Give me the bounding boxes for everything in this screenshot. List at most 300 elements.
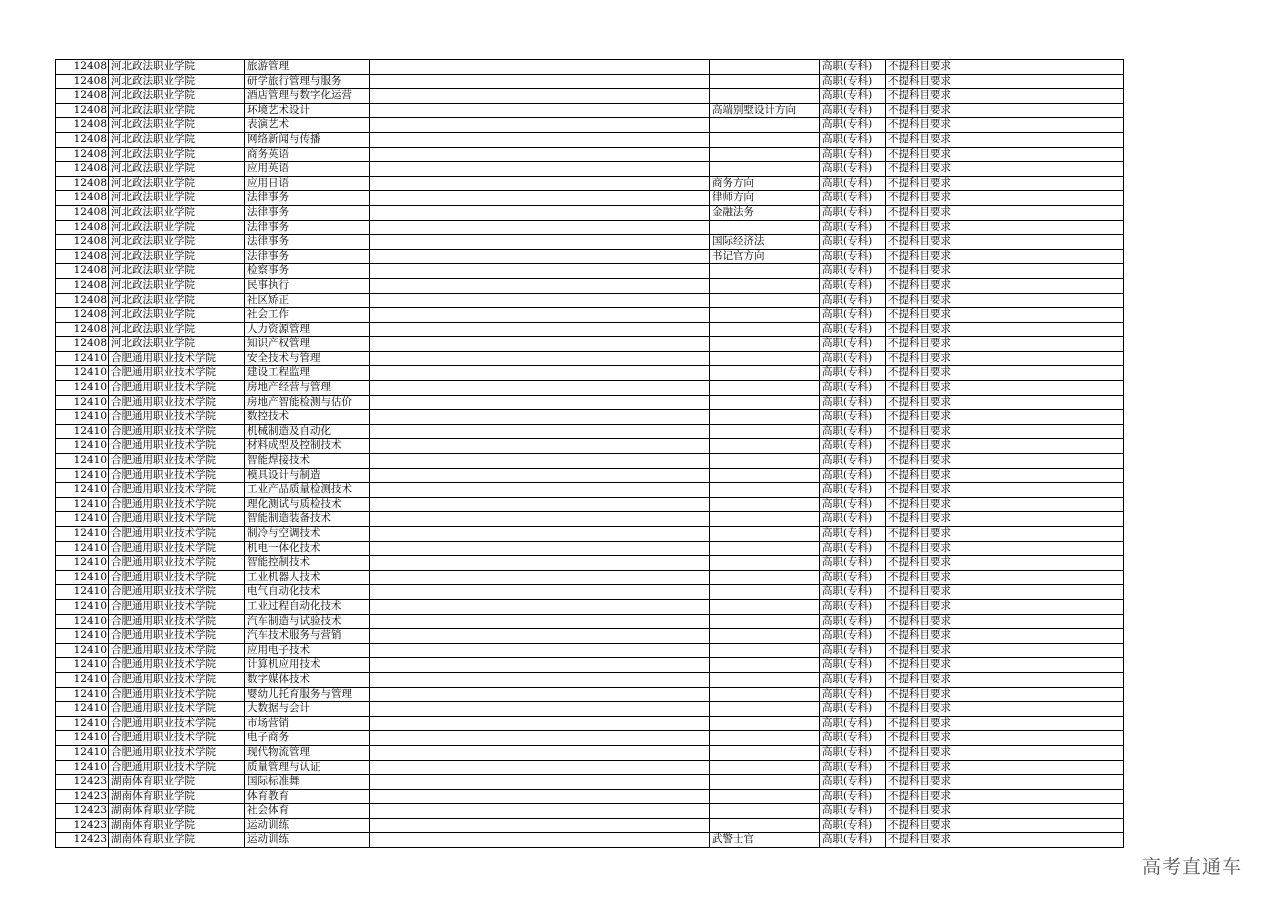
table-row <box>56 818 1124 833</box>
level-cell: 高职(专科) <box>820 249 886 264</box>
table-row <box>56 614 1124 629</box>
subject-requirement-cell: 不提科目要求 <box>886 760 1124 775</box>
remark-cell <box>370 716 710 731</box>
direction-cell <box>710 585 820 600</box>
major-name-cell: 汽车制造与试验技术 <box>245 614 370 629</box>
level-cell: 高职(专科) <box>820 599 886 614</box>
school-code-cell: 12410 <box>56 497 109 512</box>
remark-cell <box>370 60 710 75</box>
major-name-cell: 检察事务 <box>245 264 370 279</box>
subject-requirement-cell: 不提科目要求 <box>886 731 1124 746</box>
school-code-cell: 12408 <box>56 60 109 75</box>
school-code-cell: 12410 <box>56 760 109 775</box>
subject-requirement-cell: 不提科目要求 <box>886 264 1124 279</box>
major-name-cell: 安全技术与管理 <box>245 351 370 366</box>
table-row <box>56 745 1124 760</box>
major-name-cell: 材料成型及控制技术 <box>245 439 370 454</box>
school-name-cell: 合肥通用职业技术学院 <box>109 731 245 746</box>
subject-requirement-cell: 不提科目要求 <box>886 541 1124 556</box>
level-cell: 高职(专科) <box>820 424 886 439</box>
school-name-cell: 合肥通用职业技术学院 <box>109 745 245 760</box>
school-name-cell: 湖南体育职业学院 <box>109 833 245 848</box>
level-cell: 高职(专科) <box>820 497 886 512</box>
table-row <box>56 760 1124 775</box>
direction-cell <box>710 643 820 658</box>
direction-cell <box>710 337 820 352</box>
table-row <box>56 322 1124 337</box>
direction-cell <box>710 702 820 717</box>
subject-requirement-cell: 不提科目要求 <box>886 818 1124 833</box>
table-row <box>56 687 1124 702</box>
subject-requirement-cell: 不提科目要求 <box>886 118 1124 133</box>
table-row <box>56 74 1124 89</box>
school-name-cell: 河北政法职业学院 <box>109 264 245 279</box>
level-cell: 高职(专科) <box>820 818 886 833</box>
level-cell: 高职(专科) <box>820 468 886 483</box>
school-name-cell: 合肥通用职业技术学院 <box>109 585 245 600</box>
major-name-cell: 现代物流管理 <box>245 745 370 760</box>
major-name-cell: 工业机器人技术 <box>245 570 370 585</box>
subject-requirement-cell: 不提科目要求 <box>886 439 1124 454</box>
major-name-cell: 法律事务 <box>245 235 370 250</box>
remark-cell <box>370 264 710 279</box>
school-code-cell: 12410 <box>56 351 109 366</box>
table-row <box>56 454 1124 469</box>
subject-requirement-cell: 不提科目要求 <box>886 103 1124 118</box>
subject-requirement-cell: 不提科目要求 <box>886 745 1124 760</box>
table-row <box>56 731 1124 746</box>
major-name-cell: 工业产品质量检测技术 <box>245 483 370 498</box>
major-name-cell: 电子商务 <box>245 731 370 746</box>
level-cell: 高职(专科) <box>820 833 886 848</box>
table-row <box>56 205 1124 220</box>
level-cell: 高职(专科) <box>820 731 886 746</box>
table-row <box>56 570 1124 585</box>
level-cell: 高职(专科) <box>820 483 886 498</box>
level-cell: 高职(专科) <box>820 278 886 293</box>
direction-cell <box>710 410 820 425</box>
remark-cell <box>370 395 710 410</box>
level-cell: 高职(专科) <box>820 439 886 454</box>
remark-cell <box>370 278 710 293</box>
level-cell: 高职(专科) <box>820 235 886 250</box>
school-name-cell: 河北政法职业学院 <box>109 176 245 191</box>
level-cell: 高职(专科) <box>820 775 886 790</box>
school-code-cell: 12410 <box>56 687 109 702</box>
remark-cell <box>370 410 710 425</box>
table-row <box>56 599 1124 614</box>
major-name-cell: 法律事务 <box>245 191 370 206</box>
direction-cell <box>710 308 820 323</box>
school-name-cell: 合肥通用职业技术学院 <box>109 366 245 381</box>
school-name-cell: 河北政法职业学院 <box>109 322 245 337</box>
school-name-cell: 河北政法职业学院 <box>109 205 245 220</box>
level-cell: 高职(专科) <box>820 570 886 585</box>
subject-requirement-cell: 不提科目要求 <box>886 775 1124 790</box>
school-name-cell: 河北政法职业学院 <box>109 103 245 118</box>
school-name-cell: 河北政法职业学院 <box>109 132 245 147</box>
level-cell: 高职(专科) <box>820 322 886 337</box>
school-code-cell: 12410 <box>56 541 109 556</box>
table-row <box>56 585 1124 600</box>
major-name-cell: 机电一体化技术 <box>245 541 370 556</box>
school-name-cell: 河北政法职业学院 <box>109 278 245 293</box>
direction-cell <box>710 745 820 760</box>
school-name-cell: 湖南体育职业学院 <box>109 775 245 790</box>
table-row <box>56 60 1124 75</box>
school-name-cell: 合肥通用职业技术学院 <box>109 556 245 571</box>
school-name-cell: 湖南体育职业学院 <box>109 789 245 804</box>
school-name-cell: 河北政法职业学院 <box>109 162 245 177</box>
school-code-cell: 12410 <box>56 599 109 614</box>
remark-cell <box>370 132 710 147</box>
direction-cell <box>710 220 820 235</box>
school-code-cell: 12410 <box>56 468 109 483</box>
level-cell: 高职(专科) <box>820 454 886 469</box>
level-cell: 高职(专科) <box>820 308 886 323</box>
school-name-cell: 河北政法职业学院 <box>109 337 245 352</box>
remark-cell <box>370 541 710 556</box>
school-name-cell: 合肥通用职业技术学院 <box>109 702 245 717</box>
school-code-cell: 12408 <box>56 176 109 191</box>
subject-requirement-cell: 不提科目要求 <box>886 381 1124 396</box>
school-name-cell: 合肥通用职业技术学院 <box>109 760 245 775</box>
direction-cell <box>710 293 820 308</box>
remark-cell <box>370 468 710 483</box>
level-cell: 高职(专科) <box>820 541 886 556</box>
school-code-cell: 12408 <box>56 147 109 162</box>
remark-cell <box>370 497 710 512</box>
remark-cell <box>370 235 710 250</box>
subject-requirement-cell: 不提科目要求 <box>886 512 1124 527</box>
remark-cell <box>370 570 710 585</box>
table-row <box>56 527 1124 542</box>
remark-cell <box>370 731 710 746</box>
level-cell: 高职(专科) <box>820 293 886 308</box>
school-name-cell: 合肥通用职业技术学院 <box>109 381 245 396</box>
school-code-cell: 12410 <box>56 483 109 498</box>
school-name-cell: 合肥通用职业技术学院 <box>109 541 245 556</box>
major-name-cell: 法律事务 <box>245 220 370 235</box>
major-name-cell: 智能控制技术 <box>245 556 370 571</box>
school-code-cell: 12410 <box>56 366 109 381</box>
major-name-cell: 电气自动化技术 <box>245 585 370 600</box>
major-name-cell: 房地产智能检测与估价 <box>245 395 370 410</box>
direction-cell <box>710 775 820 790</box>
direction-cell <box>710 454 820 469</box>
table-row <box>56 278 1124 293</box>
school-code-cell: 12408 <box>56 249 109 264</box>
level-cell: 高职(专科) <box>820 351 886 366</box>
remark-cell <box>370 162 710 177</box>
table-row <box>56 468 1124 483</box>
school-code-cell: 12410 <box>56 381 109 396</box>
level-cell: 高职(专科) <box>820 118 886 133</box>
level-cell: 高职(专科) <box>820 672 886 687</box>
major-name-cell: 社会工作 <box>245 308 370 323</box>
major-name-cell: 社区矫正 <box>245 293 370 308</box>
major-name-cell: 智能制造装备技术 <box>245 512 370 527</box>
major-name-cell: 应用电子技术 <box>245 643 370 658</box>
direction-cell <box>710 60 820 75</box>
remark-cell <box>370 804 710 819</box>
school-name-cell: 河北政法职业学院 <box>109 89 245 104</box>
table-row <box>56 716 1124 731</box>
direction-cell <box>710 687 820 702</box>
major-name-cell: 数控技术 <box>245 410 370 425</box>
level-cell: 高职(专科) <box>820 60 886 75</box>
school-code-cell: 12410 <box>56 395 109 410</box>
direction-cell <box>710 672 820 687</box>
table-row <box>56 702 1124 717</box>
direction-cell <box>710 760 820 775</box>
school-name-cell: 合肥通用职业技术学院 <box>109 599 245 614</box>
remark-cell <box>370 89 710 104</box>
school-code-cell: 12408 <box>56 278 109 293</box>
major-name-cell: 人力资源管理 <box>245 322 370 337</box>
direction-cell <box>710 395 820 410</box>
school-code-cell: 12410 <box>56 745 109 760</box>
direction-cell <box>710 629 820 644</box>
direction-cell: 高端别墅设计方向 <box>710 103 820 118</box>
direction-cell <box>710 439 820 454</box>
subject-requirement-cell: 不提科目要求 <box>886 643 1124 658</box>
table-row <box>56 293 1124 308</box>
school-name-cell: 河北政法职业学院 <box>109 60 245 75</box>
table-row <box>56 176 1124 191</box>
school-name-cell: 河北政法职业学院 <box>109 118 245 133</box>
remark-cell <box>370 512 710 527</box>
remark-cell <box>370 527 710 542</box>
level-cell: 高职(专科) <box>820 410 886 425</box>
level-cell: 高职(专科) <box>820 614 886 629</box>
major-name-cell: 应用英语 <box>245 162 370 177</box>
table-row <box>56 424 1124 439</box>
remark-cell <box>370 833 710 848</box>
school-name-cell: 合肥通用职业技术学院 <box>109 497 245 512</box>
subject-requirement-cell: 不提科目要求 <box>886 833 1124 848</box>
remark-cell <box>370 103 710 118</box>
subject-requirement-cell: 不提科目要求 <box>886 74 1124 89</box>
remark-cell <box>370 687 710 702</box>
subject-requirement-cell: 不提科目要求 <box>886 235 1124 250</box>
subject-requirement-cell: 不提科目要求 <box>886 614 1124 629</box>
school-code-cell: 12410 <box>56 629 109 644</box>
subject-requirement-cell: 不提科目要求 <box>886 599 1124 614</box>
direction-cell <box>710 599 820 614</box>
school-name-cell: 合肥通用职业技术学院 <box>109 687 245 702</box>
school-name-cell: 合肥通用职业技术学院 <box>109 570 245 585</box>
direction-cell <box>710 716 820 731</box>
level-cell: 高职(专科) <box>820 103 886 118</box>
subject-requirement-cell: 不提科目要求 <box>886 410 1124 425</box>
subject-requirement-cell: 不提科目要求 <box>886 176 1124 191</box>
direction-cell <box>710 366 820 381</box>
major-name-cell: 机械制造及自动化 <box>245 424 370 439</box>
major-name-cell: 质量管理与认证 <box>245 760 370 775</box>
school-name-cell: 合肥通用职业技术学院 <box>109 439 245 454</box>
direction-cell: 商务方向 <box>710 176 820 191</box>
school-name-cell: 河北政法职业学院 <box>109 147 245 162</box>
major-name-cell: 汽车技术服务与营销 <box>245 629 370 644</box>
major-name-cell: 国际标准舞 <box>245 775 370 790</box>
level-cell: 高职(专科) <box>820 789 886 804</box>
major-name-cell: 数字媒体技术 <box>245 672 370 687</box>
school-name-cell: 合肥通用职业技术学院 <box>109 424 245 439</box>
school-code-cell: 12423 <box>56 804 109 819</box>
school-code-cell: 12410 <box>56 424 109 439</box>
subject-requirement-cell: 不提科目要求 <box>886 497 1124 512</box>
direction-cell <box>710 162 820 177</box>
school-code-cell: 12410 <box>56 512 109 527</box>
school-name-cell: 河北政法职业学院 <box>109 308 245 323</box>
school-code-cell: 12423 <box>56 789 109 804</box>
school-name-cell: 合肥通用职业技术学院 <box>109 468 245 483</box>
school-code-cell: 12408 <box>56 337 109 352</box>
table-row <box>56 658 1124 673</box>
subject-requirement-cell: 不提科目要求 <box>886 278 1124 293</box>
school-code-cell: 12408 <box>56 205 109 220</box>
major-name-cell: 工业过程自动化技术 <box>245 599 370 614</box>
school-code-cell: 12410 <box>56 658 109 673</box>
subject-requirement-cell: 不提科目要求 <box>886 687 1124 702</box>
school-code-cell: 12410 <box>56 439 109 454</box>
subject-requirement-cell: 不提科目要求 <box>886 658 1124 673</box>
school-name-cell: 合肥通用职业技术学院 <box>109 716 245 731</box>
school-code-cell: 12408 <box>56 162 109 177</box>
school-code-cell: 12410 <box>56 643 109 658</box>
table-row <box>56 410 1124 425</box>
table-row <box>56 789 1124 804</box>
remark-cell <box>370 176 710 191</box>
school-name-cell: 合肥通用职业技术学院 <box>109 643 245 658</box>
major-name-cell: 大数据与会计 <box>245 702 370 717</box>
direction-cell: 国际经济法 <box>710 235 820 250</box>
direction-cell <box>710 381 820 396</box>
remark-cell <box>370 629 710 644</box>
school-code-cell: 12408 <box>56 132 109 147</box>
table-row <box>56 804 1124 819</box>
admission-table <box>55 59 1124 848</box>
remark-cell <box>370 614 710 629</box>
major-name-cell: 酒店管理与数字化运营 <box>245 89 370 104</box>
direction-cell <box>710 468 820 483</box>
remark-cell <box>370 308 710 323</box>
school-name-cell: 河北政法职业学院 <box>109 74 245 89</box>
table-row <box>56 395 1124 410</box>
direction-cell: 书记官方向 <box>710 249 820 264</box>
major-name-cell: 旅游管理 <box>245 60 370 75</box>
table-row <box>56 220 1124 235</box>
subject-requirement-cell: 不提科目要求 <box>886 629 1124 644</box>
table-row <box>56 439 1124 454</box>
table-row <box>56 89 1124 104</box>
major-name-cell: 研学旅行管理与服务 <box>245 74 370 89</box>
direction-cell <box>710 789 820 804</box>
level-cell: 高职(专科) <box>820 191 886 206</box>
direction-cell <box>710 483 820 498</box>
school-code-cell: 12410 <box>56 410 109 425</box>
level-cell: 高职(专科) <box>820 643 886 658</box>
school-name-cell: 合肥通用职业技术学院 <box>109 658 245 673</box>
major-name-cell: 法律事务 <box>245 205 370 220</box>
major-name-cell: 表演艺术 <box>245 118 370 133</box>
level-cell: 高职(专科) <box>820 264 886 279</box>
direction-cell <box>710 118 820 133</box>
school-code-cell: 12408 <box>56 220 109 235</box>
level-cell: 高职(专科) <box>820 366 886 381</box>
level-cell: 高职(专科) <box>820 89 886 104</box>
subject-requirement-cell: 不提科目要求 <box>886 132 1124 147</box>
subject-requirement-cell: 不提科目要求 <box>886 570 1124 585</box>
direction-cell <box>710 570 820 585</box>
school-code-cell: 12410 <box>56 716 109 731</box>
level-cell: 高职(专科) <box>820 176 886 191</box>
remark-cell <box>370 322 710 337</box>
subject-requirement-cell: 不提科目要求 <box>886 366 1124 381</box>
school-name-cell: 合肥通用职业技术学院 <box>109 527 245 542</box>
level-cell: 高职(专科) <box>820 687 886 702</box>
school-code-cell: 12408 <box>56 89 109 104</box>
direction-cell <box>710 527 820 542</box>
school-name-cell: 合肥通用职业技术学院 <box>109 410 245 425</box>
major-name-cell: 法律事务 <box>245 249 370 264</box>
remark-cell <box>370 585 710 600</box>
level-cell: 高职(专科) <box>820 147 886 162</box>
subject-requirement-cell: 不提科目要求 <box>886 220 1124 235</box>
subject-requirement-cell: 不提科目要求 <box>886 716 1124 731</box>
subject-requirement-cell: 不提科目要求 <box>886 556 1124 571</box>
remark-cell <box>370 191 710 206</box>
level-cell: 高职(专科) <box>820 760 886 775</box>
remark-cell <box>370 760 710 775</box>
school-code-cell: 12410 <box>56 702 109 717</box>
school-code-cell: 12408 <box>56 264 109 279</box>
level-cell: 高职(专科) <box>820 702 886 717</box>
level-cell: 高职(专科) <box>820 381 886 396</box>
remark-cell <box>370 599 710 614</box>
subject-requirement-cell: 不提科目要求 <box>886 527 1124 542</box>
major-name-cell: 商务英语 <box>245 147 370 162</box>
level-cell: 高职(专科) <box>820 804 886 819</box>
direction-cell <box>710 74 820 89</box>
direction-cell <box>710 614 820 629</box>
school-code-cell: 12410 <box>56 527 109 542</box>
major-name-cell: 运动训练 <box>245 818 370 833</box>
remark-cell <box>370 672 710 687</box>
school-code-cell: 12423 <box>56 833 109 848</box>
school-code-cell: 12408 <box>56 308 109 323</box>
direction-cell <box>710 278 820 293</box>
remark-cell <box>370 556 710 571</box>
subject-requirement-cell: 不提科目要求 <box>886 424 1124 439</box>
direction-cell <box>710 512 820 527</box>
school-code-cell: 12408 <box>56 293 109 308</box>
table-row <box>56 643 1124 658</box>
table-row <box>56 147 1124 162</box>
table-row <box>56 629 1124 644</box>
direction-cell <box>710 132 820 147</box>
school-code-cell: 12410 <box>56 614 109 629</box>
school-code-cell: 12423 <box>56 818 109 833</box>
table-row <box>56 103 1124 118</box>
school-code-cell: 12408 <box>56 118 109 133</box>
school-name-cell: 合肥通用职业技术学院 <box>109 672 245 687</box>
watermark-text: 高考直通车 <box>1142 856 1243 878</box>
remark-cell <box>370 775 710 790</box>
table-row <box>56 118 1124 133</box>
remark-cell <box>370 789 710 804</box>
